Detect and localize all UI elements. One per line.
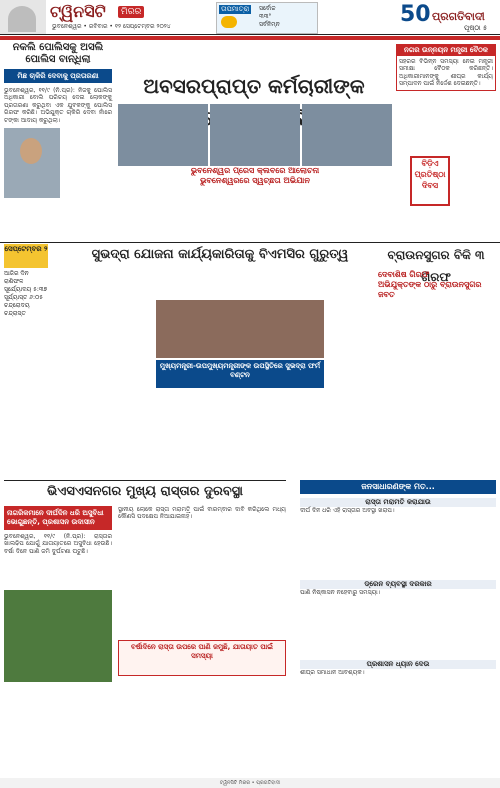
opinion-item (300, 580, 496, 596)
road-story (4, 506, 112, 555)
highlight-box: ନାଗରିକମାନେ ଦୀର୍ଘଦିନ ଧରି ଅସୁବିଧା ଭୋଗୁଛନ୍ତି, ପ୍ରଶାସନ ଉଦାସୀନ (4, 506, 112, 530)
story-headline (4, 42, 112, 83)
weather-line: ସର୍ବନିମ୍ନ (259, 21, 280, 28)
left-story (4, 42, 112, 242)
info-item: ସୂର୍ଯ୍ୟାସ୍ତ ୬:୦୫ (4, 294, 44, 301)
section-headline: ବ୍ରାଉନସୁଗର ବିକି ୩ ଗିରଫ (387, 248, 485, 284)
opinion-text: ପାଣି ନିଷ୍କାସନ ନହେବାରୁ ସମସ୍ୟା। (300, 589, 381, 596)
anniversary-number: 50 (400, 2, 431, 27)
opinion-header: ଜନସାଧାରଣଙ୍କ ମତ... (300, 480, 496, 494)
masthead (0, 0, 500, 35)
info-item: ସୂର୍ଯ୍ୟୋଦୟ ୫:୩୭ (4, 286, 48, 293)
page-number: ପୃଷ୍ଠା ୫ (464, 24, 488, 32)
opinion-item (300, 498, 496, 514)
news-photo (118, 104, 208, 166)
temple-icon (8, 6, 36, 32)
news-photo (210, 104, 300, 166)
city-tag: ମିରର (118, 6, 144, 18)
story-tag: ମିଛ ଚାକିରି ଦେବାକୁ ପ୍ରତାରଣା (4, 69, 112, 83)
bullet-item: ଦେବାଶିଷ ଗିରଫ (378, 270, 430, 279)
section-headline: ଭିଏସଏସନଗର ମୁଖ୍ୟ ରାସ୍ତାର ଦୁରବସ୍ଥା (4, 480, 286, 503)
sub-headline: ଭୁବନେଶ୍ୱରରେ ସ୍ୱଚ୍ଛତା ଅଭିଯାନ (200, 176, 310, 185)
divider (0, 36, 500, 40)
info-item: ଚନ୍ଦ୍ରାସ୍ତ (4, 310, 26, 317)
weather-box (216, 2, 318, 34)
opinion-head: ପ୍ରଶାସନ ଧ୍ୟାନ ଦେଉ (300, 660, 496, 669)
main-headline: ଅବସରପ୍ରାପ୍ତ କର୍ମଚାରୀଙ୍କ (143, 74, 365, 98)
temple-logo (0, 0, 46, 34)
opinion-head: ଡ୍ରେନ ବ୍ୟବସ୍ଥା ଦରକାର (300, 580, 496, 589)
right-box-text: ସହରର ବିଭିନ୍ନ ସମସ୍ୟା ନେଇ ମନ୍ତ୍ରୀ ସମୀକ୍ଷା ବୈଠକ କରିଛନ୍ତି। ଅଧିକାରୀମାନଙ୍କୁ ଶୀଘ୍ର କାର୍ଯ୍ୟ ସମ୍ପାଦନ ପାଇଁ ନିର୍ଦ୍ଦେଶ ଦେଇଛନ୍ତି। (399, 58, 493, 88)
info-item: ଚନ୍ଦ୍ରୋଦୟ (4, 302, 30, 309)
sun-icon (221, 16, 237, 28)
date-box: ସେପ୍ଟେମ୍ବର ୨ (4, 244, 48, 268)
weather-line: ସର୍ବୋଚ୍ଚ (259, 5, 276, 12)
section-headline: ସୁଭଦ୍ରା ଯୋଜନା କାର୍ଯ୍ୟକାରିତାକୁ ବିଏମସିର ଗୁରୁତ୍ୱ (91, 247, 349, 262)
right-box (396, 44, 496, 91)
story-body: ଭୁବନେଶ୍ୱର, ୧୧/୯ (ନି.ପ୍ର): ନିଜକୁ ପୋଲିସ ଅଧିକାରୀ ବୋଲି ପରିଚୟ ଦେଇ ଲୋକଙ୍କୁ ପ୍ରତାରଣା କରୁଥିବା ଏକ ଯୁବକଙ୍କୁ ପୋଲିସ ଗିରଫ କରିଛି। ଅଭିଯୁକ୍ତ ଚାକିରି ଦେବା ନାଁରେ ଟଙ୍କା ଆଦାୟ କରୁଥିଲା। (4, 87, 112, 124)
news-photo (302, 104, 392, 166)
right-story (396, 44, 496, 240)
info-item: ଆଜିର ଦିନ (4, 270, 29, 277)
info-list (4, 270, 76, 318)
weather-label: ତାପମାତ୍ରା (221, 5, 250, 13)
info-item: ରାଶିଫଳ (4, 278, 24, 285)
brand-name: ପ୍ରଗତିବାଦୀ (432, 10, 485, 23)
masthead-title: ଟ୍ୱିନସିଟି (50, 2, 106, 21)
right-box-head: ନଗର ଉନ୍ନୟନ ମନ୍ତ୍ରୀ ବୈଠକ (397, 45, 495, 56)
right-bullets (378, 270, 496, 300)
divider (0, 242, 500, 243)
sub-headlines (118, 166, 392, 186)
weather-line: ୩୩° (259, 13, 272, 20)
road-story-middle (118, 506, 286, 521)
sub-headline: ଭୁବନେଶ୍ୱର ପ୍ରେସ କ୍ଲବରେ ଆଲୋଚନା (190, 166, 320, 175)
group-photo (156, 300, 324, 358)
road-photo (4, 590, 112, 682)
foundation-day-badge: ବିଡ଼ିଏ ପ୍ରତିଷ୍ଠା ଦିବସ (410, 156, 450, 206)
brand-logo (400, 2, 498, 32)
banner: ବର୍ଷାଦିନେ ରାସ୍ତା ଉପରେ ପାଣି ଜମୁଛି, ଯାତାୟାତ ପାଇଁ ସମସ୍ୟା (118, 640, 286, 676)
headline-text: ନକଲି ପୋଲିସକୁ ଅସଲି ପୋଲିସ ବାନ୍ଧିଲା (12, 42, 104, 65)
opinion-head: ରାସ୍ତା ମରାମତି କରାଯାଉ (300, 498, 496, 507)
photo-strip (118, 104, 392, 166)
weather-values (259, 5, 280, 29)
story-body: ସ୍ଥାନୀୟ ଲୋକେ ରାସ୍ତା ମରାମତି ପାଇଁ ବାରମ୍ବାର ଦାବି କରିଥିଲେ ମଧ୍ୟ କୌଣସି ପଦକ୍ଷେପ ନିଆଯାଇନାହିଁ। (118, 506, 286, 521)
person-photo (4, 128, 60, 198)
face-shape (20, 138, 42, 164)
opinion-text: ଦୀର୍ଘ ଦିନ ଧରି ଏହି ରାସ୍ତାର ଅବସ୍ଥା ଖରାପ। (300, 507, 395, 514)
masthead-subtitle: ଭୁବନେଶ୍ୱର • ରବିବାର • ୧୨ ସେପ୍ଟେମ୍ବର ୨୦୨୪ (52, 23, 171, 30)
story-body: ଭୁବନେଶ୍ୱର, ୧୧/୯ (ନି.ପ୍ର): ରାସ୍ତାର ଖାଲଢିପ ଯୋଗୁଁ ଯାତାୟାତରେ ଅସୁବିଧା ହେଉଛି। ବର୍ଷା ଦିନେ ପାଣି ଜମି ଦୁର୍ଘଟଣା ଘଟୁଛି। (4, 533, 112, 555)
opinion-text: ଶୀଘ୍ର ସମାଧାନ ଆବଶ୍ୟକ। (300, 669, 365, 676)
bullet-item: ଅଭିଯୁକ୍ତଙ୍କ ଠାରୁ ବ୍ରାଉନସୁଗର ଜବତ (378, 280, 482, 299)
footer: ଟ୍ୱିନସିଟି ମିରର • ପ୍ରଗତିବାଦୀ (0, 778, 500, 788)
photo-caption: ମୁଖ୍ୟମନ୍ତ୍ରୀ-ଉପମୁଖ୍ୟମନ୍ତ୍ରୀଙ୍କ ଉପସ୍ଥିତିରେ ସୁଭଦ୍ରା ଫର୍ମ ବଣ୍ଟନ (156, 360, 324, 388)
opinion-item (300, 660, 496, 676)
